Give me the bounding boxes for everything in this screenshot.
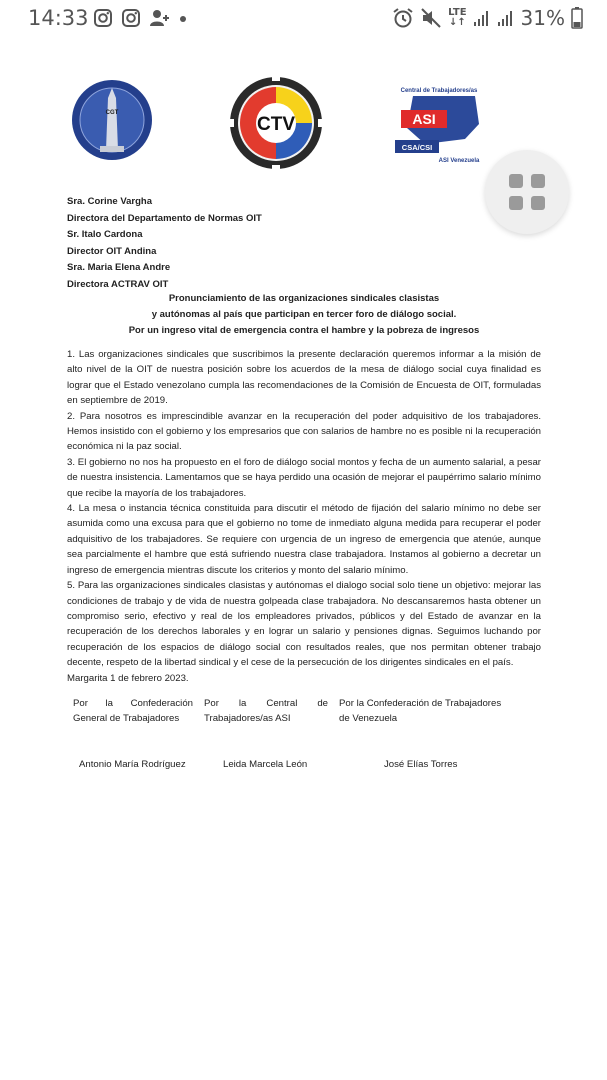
addressee-line: Sr. Italo Cardona xyxy=(67,229,143,241)
paragraph: 5. Para las organizaciones sindicales clasistas y autónomas el dialogo social solo tiene un objetivo: mejorar las condiciones de trabajo y de vida de nuestra golpeada clase trabajadora. No descansaremos hasta obtener un compromiso serio, efectivo y real de los empleadores privados, públicos y del Estado de avanzar en la recuperación de los derechos laborales y en lograr un salario y pensiones dignas. Seguimos luchando por recuperación de los espacios de diálogo social con resultados reales, que nos permitan obtener trabajo decente, respeto de la libertad sindical y el cese de la persecución de los dirigentes sindicales en el país. xyxy=(67,580,541,669)
addressee-line: Directora ACTRAV OIT xyxy=(67,278,169,290)
svg-text:CGT: CGT xyxy=(105,110,119,116)
signatory-org xyxy=(339,696,509,727)
signatory-name: Leida Marcela León xyxy=(223,759,308,770)
addressee-line: Directora del Departamento de Normas OIT xyxy=(67,212,262,224)
network-type: LTE ↓↑ xyxy=(448,7,467,28)
org-line: Por la Confederación de Trabajadores xyxy=(339,698,502,709)
svg-text:ASI Venezuela: ASI Venezuela xyxy=(438,158,480,164)
org-line: General de Trabajadores xyxy=(73,713,180,725)
battery-icon xyxy=(571,7,583,29)
signatory-org xyxy=(204,696,328,727)
addressee-line: Sra. Corine Vargha xyxy=(67,196,153,207)
paragraph: 1. Las organizaciones sindicales que suscribimos la presente declaración queremos informar a la misión de alto nivel de la OIT de nuestra posición sobre los acuerdos de la mesa de diálogo social cuya finalidad es lograr que el Estado venezolano cumpla las recomendaciones de la Comisión de Encuesta de OIT, formuladas en septiembre de 2019. xyxy=(67,349,541,407)
alarm-icon xyxy=(392,7,414,29)
system-icons xyxy=(392,6,583,30)
ctv-logo xyxy=(228,75,324,171)
cgt-logo xyxy=(70,78,154,162)
signatory-name: Antonio María Rodríguez xyxy=(79,759,186,770)
status-bar xyxy=(0,0,607,36)
instagram-icon xyxy=(121,8,141,28)
addressees-block xyxy=(67,194,541,294)
title-line: y autónomas al país que participan en tercer foro de diálogo social. xyxy=(151,309,457,320)
document-body xyxy=(67,347,541,686)
addressee-line: Director OIT Andina xyxy=(67,245,157,257)
grid-square xyxy=(531,174,545,188)
dot-icon xyxy=(179,8,187,28)
svg-text:CSA/CSI: CSA/CSI xyxy=(401,143,433,152)
notification-icons xyxy=(93,8,187,28)
title-line: Por un ingreso vital de emergencia contra el hambre y la pobreza de ingresos xyxy=(128,325,480,336)
paragraph: 2. Para nosotros es imprescindible avanzar en la recuperación del poder adquisitivo de los trabajadores. Hemos insistido con el gobierno y los empresarios que con salarios de hambre no es posible ni la recuperación económica ni la paz social. xyxy=(67,410,541,453)
org-line: de Venezuela xyxy=(339,713,398,725)
signatory-org xyxy=(73,696,193,727)
clock: 14:33 xyxy=(28,6,89,30)
mute-icon xyxy=(420,7,442,29)
signal-icon xyxy=(473,9,491,27)
paragraph: 3. El gobierno no nos ha propuesto en el foro de diálogo social montos y fecha de un aumento salarial, a pesar de nuestra insistencia. Lamentamos que se haya perdido una ocasión de mejorar el paupérrimo salario mínimo que recibe la mayoría de los trabajadores. xyxy=(67,456,541,499)
svg-text:CTV: CTV xyxy=(257,114,295,135)
asi-logo xyxy=(395,84,487,168)
org-line: Trabajadores/as ASI xyxy=(204,713,291,725)
instagram-icon xyxy=(93,8,113,28)
signal-icon xyxy=(497,9,515,27)
paragraph: 4. La mesa o instancia técnica constituida para discutir el método de fijación del salario mínimo no debe ser asumida como una excusa para que el gobierno no tome de inmediato alguna medida para recuperar el poder adquisitivo de los trabajadores. Se requiere con urgencia de un ingreso de emergencia que atenúe, aunque sea parcialmente el hambre que está sufriendo nuestra clase trabajadora. Instamos al gobierno a decretar un ingreso de emergencia mientras discute los criterios y monto del salario mínimo. xyxy=(67,503,541,576)
org-line: Por la Central de xyxy=(204,698,328,709)
svg-text:ASI: ASI xyxy=(412,111,436,127)
date-line: Margarita 1 de febrero 2023. xyxy=(67,672,189,684)
add-contact-icon xyxy=(149,8,171,28)
title-line: Pronunciamiento de las organizaciones sindicales clasistas xyxy=(168,293,440,304)
svg-text:Central de Trabajadores/as: Central de Trabajadores/as xyxy=(400,88,478,94)
battery-level: 31% xyxy=(520,6,565,30)
org-line: Por la Confederación xyxy=(73,698,193,709)
document-title xyxy=(67,291,541,339)
addressee-line: Sra. Maria Elena Andre xyxy=(67,262,171,274)
grid-square xyxy=(509,174,523,188)
signatory-name: José Elías Torres xyxy=(384,759,458,770)
